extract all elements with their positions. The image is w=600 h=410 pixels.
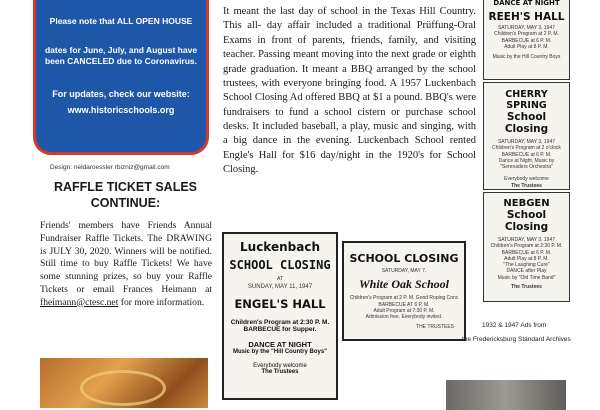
raffle-text-end: for more information.: [118, 296, 205, 308]
prize-photo: [40, 358, 208, 408]
ad-whiteoak-title: SCHOOL CLOSING: [349, 252, 459, 265]
ad-reeh-line3: Adult Play at 8 P. M.: [504, 43, 549, 50]
ads-caption-line1: 1932 & 1947 Ads from: [482, 322, 547, 329]
ad-whiteoak-date: SATURDAY, MAY 7.: [381, 268, 427, 274]
ad-reeh-line1: Children's Program at 2 P. M.: [494, 31, 559, 38]
ad-nebgen-line3: Adult Play at 8 P. M.: [504, 255, 549, 262]
ad-luck-date: SUNDAY, MAY 11, 1947: [247, 284, 313, 291]
ad-nebgen-title1: NEBGEN: [503, 198, 550, 209]
ad-nebgen-footer: The Trustees: [511, 283, 542, 290]
ad-whiteoak-footer: THE TRUSTEES: [416, 324, 454, 331]
ad-cherry-band: "Serenaders Orchestra": [500, 164, 553, 170]
ad-cherry-title1: CHERRY SPRING: [505, 89, 548, 111]
ad-white-oak: [342, 241, 466, 341]
ad-luck-footer1: Everybody welcome: [253, 362, 307, 369]
ad-reeh-line2: BARBECUE at 6 P. M.: [501, 37, 552, 44]
ad-luck-dance: DANCE AT NIGHT: [248, 339, 312, 349]
ad-nebgen: [483, 192, 570, 302]
ad-nebgen-date: SATURDAY, MAY 3, 1947: [497, 237, 556, 243]
raffle-text-start: Friends' members have Friends Annual Fundraiser Raffle Tickets. The DRAWING is JULY 30, 2020. Winners will be notified. Still time to buy Raffle Tickets! We have some stunning prizes, so buy your Raffle Tickets or email Frances Heimann at: [40, 220, 212, 295]
ad-luck-at: AT: [276, 276, 284, 282]
ad-luckenbach: [222, 232, 338, 400]
ad-luck-title2: SCHOOL CLOSING: [229, 258, 331, 272]
raffle-paragraph: [40, 220, 212, 309]
ad-reeh-top: DANCE AT NIGHT: [493, 0, 560, 7]
ad-luck-line2: BARBECUE for Supper.: [243, 325, 317, 333]
ad-cherry-footer2: The Trustees: [511, 182, 542, 189]
ad-nebgen-line1: Children's Program at 2:30 P. M.: [490, 243, 563, 250]
ad-whiteoak-school: White Oak School: [358, 277, 449, 292]
bottom-right-photo: [446, 380, 566, 410]
notice-updates-text: For updates, check our website:: [52, 89, 190, 99]
ad-luck-music: Music by the "Hill Country Boys": [232, 348, 328, 355]
ad-nebgen-line2: BARBECUE at 6 P. M.: [501, 249, 552, 256]
ad-reehs-hall: [483, 0, 570, 80]
design-credit: Design: neldaroessler rbizniz@gmail.com: [50, 164, 170, 171]
prize-photo-ring: [80, 370, 166, 406]
school-closing-article: It meant the last day of school in the Texas Hill Country. This all- day affair included a traditional Prüffung-Oral Exams in front of parents, friends, family, and visiting teacher. Passing meant moving into the next grade or eighth grade graduation. It meant a BBQ arranged by the school trustees, with everyone bringing food. A 1957 Luckenbach School Closing Ad offered BBQ at $1 a pound. BBQ's were fundraisers to fund a school cistern or purchase school desks. It included baseball, a play, music and singing, with a big dance in the evening. Luckenbach School rented Engle's Hall for $16 day/night in the 1920's for School Closing.: [223, 6, 476, 176]
ad-nebgen-title2: School Closing: [504, 209, 549, 233]
ad-whiteoak-line4: Admission free. Everybody invited.: [365, 314, 443, 320]
ad-luck-hall: ENGEL'S HALL: [234, 296, 326, 311]
ad-whiteoak-line2: BARBECUE AT 6 P. M.: [378, 301, 430, 308]
ad-whiteoak-line3: Adult Program at 7:30 P. M.: [373, 307, 435, 314]
ad-cherry-line1: Children's Program at 2 o'clock: [492, 145, 561, 152]
ad-reeh-footer: Music by the Hill Country Boys: [492, 54, 561, 60]
ad-reeh-title: REEH'S HALL: [488, 11, 565, 23]
ad-luck-title1: Luckenbach: [240, 240, 320, 254]
raffle-email-link[interactable]: fheimann@ctesc.net: [40, 296, 119, 308]
ad-cherry-line2: BARBECUE at 6 P. M.: [501, 151, 552, 158]
ad-nebgen-line4: "The Laughing Cure": [503, 262, 550, 268]
ad-nebgen-line6: Music by "Old Time Band": [497, 274, 556, 281]
notice-canceled-heading: Please note that ALL OPEN HOUSE: [49, 16, 193, 26]
raffle-heading: RAFFLE TICKET SALES CONTINUE:: [53, 180, 198, 210]
ad-reeh-date: SATURDAY, MAY 3, 1947: [497, 25, 556, 31]
ad-nebgen-line5: DANCE after Play: [506, 268, 547, 275]
ad-whiteoak-line1: Children's Program at 2 P. M. Good Roping Conc: [349, 295, 459, 302]
ad-cherry-title2: School Closing: [504, 111, 549, 135]
ad-luck-footer2: The Trustees: [261, 368, 299, 375]
ad-cherry-spring: [483, 82, 570, 190]
ad-luck-line1: Children's Program at 2:30 P. M.: [230, 318, 330, 326]
open-house-notice: [33, 0, 209, 155]
notice-canceled-text: dates for June, July, and August have been CANCELED due to Coronavirus.: [44, 45, 198, 66]
ad-cherry-line3: Dance at Night, Music by: [498, 157, 555, 164]
notice-website-link[interactable]: www.historicschools.org: [67, 105, 175, 115]
ads-caption-line2: the Fredericksburg Standard Archives: [462, 336, 571, 343]
ad-cherry-footer1: Everybody welcome: [504, 176, 549, 183]
ad-cherry-date: SATURDAY, MAY 3, 1947: [497, 139, 556, 145]
